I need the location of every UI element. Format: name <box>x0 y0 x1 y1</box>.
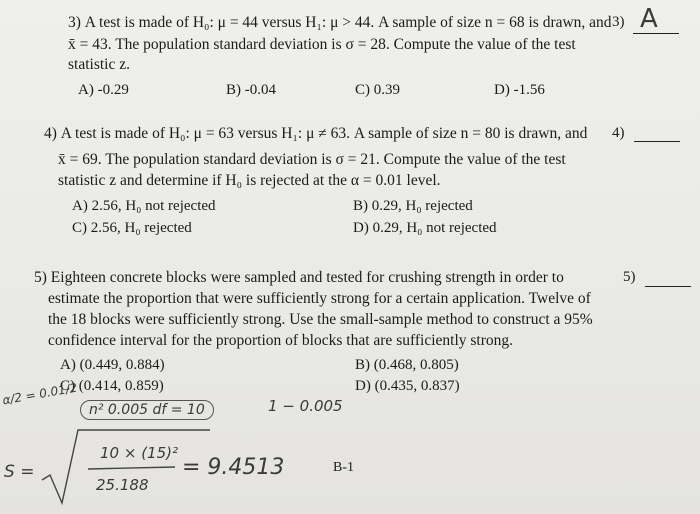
q5-line2: estimate the proportion that were sufficiently strong for a certain application. Twelve of <box>48 290 591 307</box>
q3-handwritten-answer: A <box>640 4 658 34</box>
q5-option-a: A) (0.449, 0.884) <box>60 357 165 373</box>
q4-option-d: D) 0.29, H₀ not rejected <box>353 220 497 236</box>
q3-answer-label: 3) <box>612 14 625 30</box>
handwritten-result: = 9.4513 <box>182 455 285 480</box>
q4-option-b: B) 0.29, H₀ rejected <box>353 198 473 214</box>
handwritten-alpha-note: α/2 = 0.01/2 <box>1 380 79 408</box>
q4-answer-label: 4) <box>612 125 625 141</box>
question-5 <box>0 260 700 400</box>
page-number: B-1 <box>333 460 354 475</box>
q4-answer-blank <box>634 141 680 142</box>
q3-option-c: C) 0.39 <box>355 82 400 98</box>
handwritten-denominator: 25.188 <box>96 476 149 494</box>
handwritten-n-note: n² 0.005 df = 10 <box>80 400 214 420</box>
q3-line3: statistic z. <box>68 56 130 73</box>
q4-line2: x̄ = 69. The population standard deviation is σ = 21. Compute the value of the test <box>58 151 566 168</box>
q5-option-c: C) (0.414, 0.859) <box>60 378 164 394</box>
q4-option-c: C) 2.56, H₀ rejected <box>72 220 192 236</box>
q5-answer-label: 5) <box>623 269 636 285</box>
q3-option-a: A) -0.29 <box>78 82 129 98</box>
question-3 <box>0 0 700 110</box>
q3-option-d: D) -1.56 <box>494 82 545 98</box>
handwritten-one-minus: 1 − 0.005 <box>268 397 343 415</box>
q5-option-d: D) (0.435, 0.837) <box>355 378 460 394</box>
q5-line4: confidence interval for the proportion of blocks that are sufficiently strong. <box>48 332 513 349</box>
handwritten-numerator: 10 × (15)² <box>100 444 178 462</box>
q3-line1: 3) A test is made of H₀: μ = 44 versus H₁: μ > 44. A sample of size n = 68 is drawn, and <box>68 14 612 31</box>
question-4 <box>0 118 700 248</box>
q3-option-b: B) -0.04 <box>226 82 276 98</box>
q4-line3: statistic z and determine if H₀ is rejected at the α = 0.01 level. <box>58 172 441 189</box>
q3-line2: x̄ = 43. The population standard deviation is σ = 28. Compute the value of the test <box>68 36 576 53</box>
q4-option-a: A) 2.56, H₀ not rejected <box>72 198 216 214</box>
q5-line1: 5) Eighteen concrete blocks were sampled and tested for crushing strength in order to <box>34 269 564 286</box>
q5-option-b: B) (0.468, 0.805) <box>355 357 459 373</box>
q4-line1: 4) A test is made of H₀: μ = 63 versus H₁: μ ≠ 63. A sample of size n = 80 is drawn, and <box>44 125 588 142</box>
handwritten-s-label: S = <box>4 462 35 482</box>
q5-line3: the 18 blocks were sufficiently strong. Use the small-sample method to construct a 95% <box>48 311 593 328</box>
q5-answer-blank <box>645 286 691 287</box>
